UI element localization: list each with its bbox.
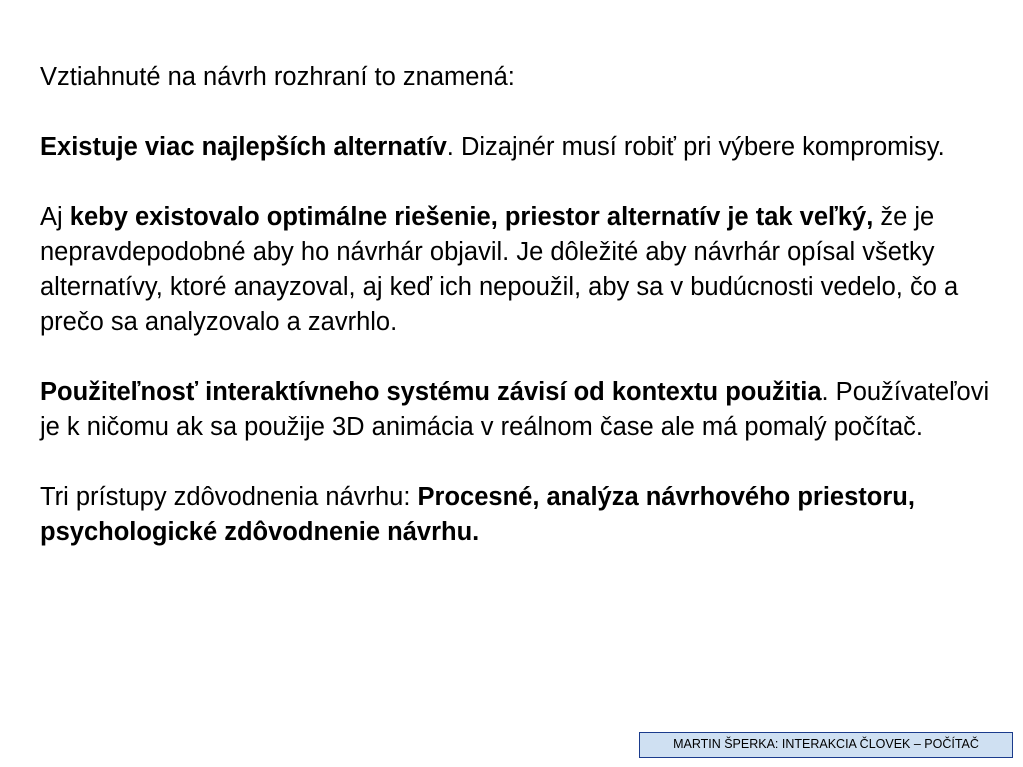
approaches-prefix: Tri prístupy zdôvodnenia návrhu: <box>40 483 418 511</box>
paragraph-alternatives <box>40 130 1010 165</box>
footer-badge <box>639 732 1013 758</box>
paragraph-approaches <box>40 480 1010 550</box>
design-space-prefix: Aj <box>40 203 70 231</box>
design-space-text: že je nepravdepodobné aby ho návrhár objavil. Je dôležité aby návrhár opísal všetky alternatívy, ktoré anayzoval, aj keď ich nepoužil, aby sa v budúcnosti vedelo, čo a prečo sa analyzovalo a zavrhlo. <box>40 203 959 336</box>
design-space-bold: keby existovalo optimálne riešenie, priestor alternatív je tak veľký, <box>69 203 874 231</box>
slide-body <box>40 60 1010 585</box>
usability-text: . Používateľovi je k ničomu ak sa použije 3D animácia v reálnom čase ale má pomalý počítač. <box>40 378 990 441</box>
approaches-bold: Procesné, analýza návrhového priestoru, psychologické zdôvodnenie návrhu. <box>40 483 915 546</box>
paragraph-usability <box>40 375 1010 445</box>
alternatives-bold: Existuje viac najlepších alternatív <box>40 133 447 161</box>
footer-label: MARTIN ŠPERKA: INTERAKCIA ČLOVEK – POČÍTAČ <box>673 737 979 751</box>
paragraph-intro <box>40 60 1010 95</box>
intro-text: Vztiahnuté na návrh rozhraní to znamená: <box>40 63 515 91</box>
usability-bold: Použiteľnosť interaktívneho systému závisí od kontextu použitia <box>40 378 822 406</box>
alternatives-text: . Dizajnér musí robiť pri výbere kompromisy. <box>446 133 945 161</box>
paragraph-design-space <box>40 200 1010 340</box>
